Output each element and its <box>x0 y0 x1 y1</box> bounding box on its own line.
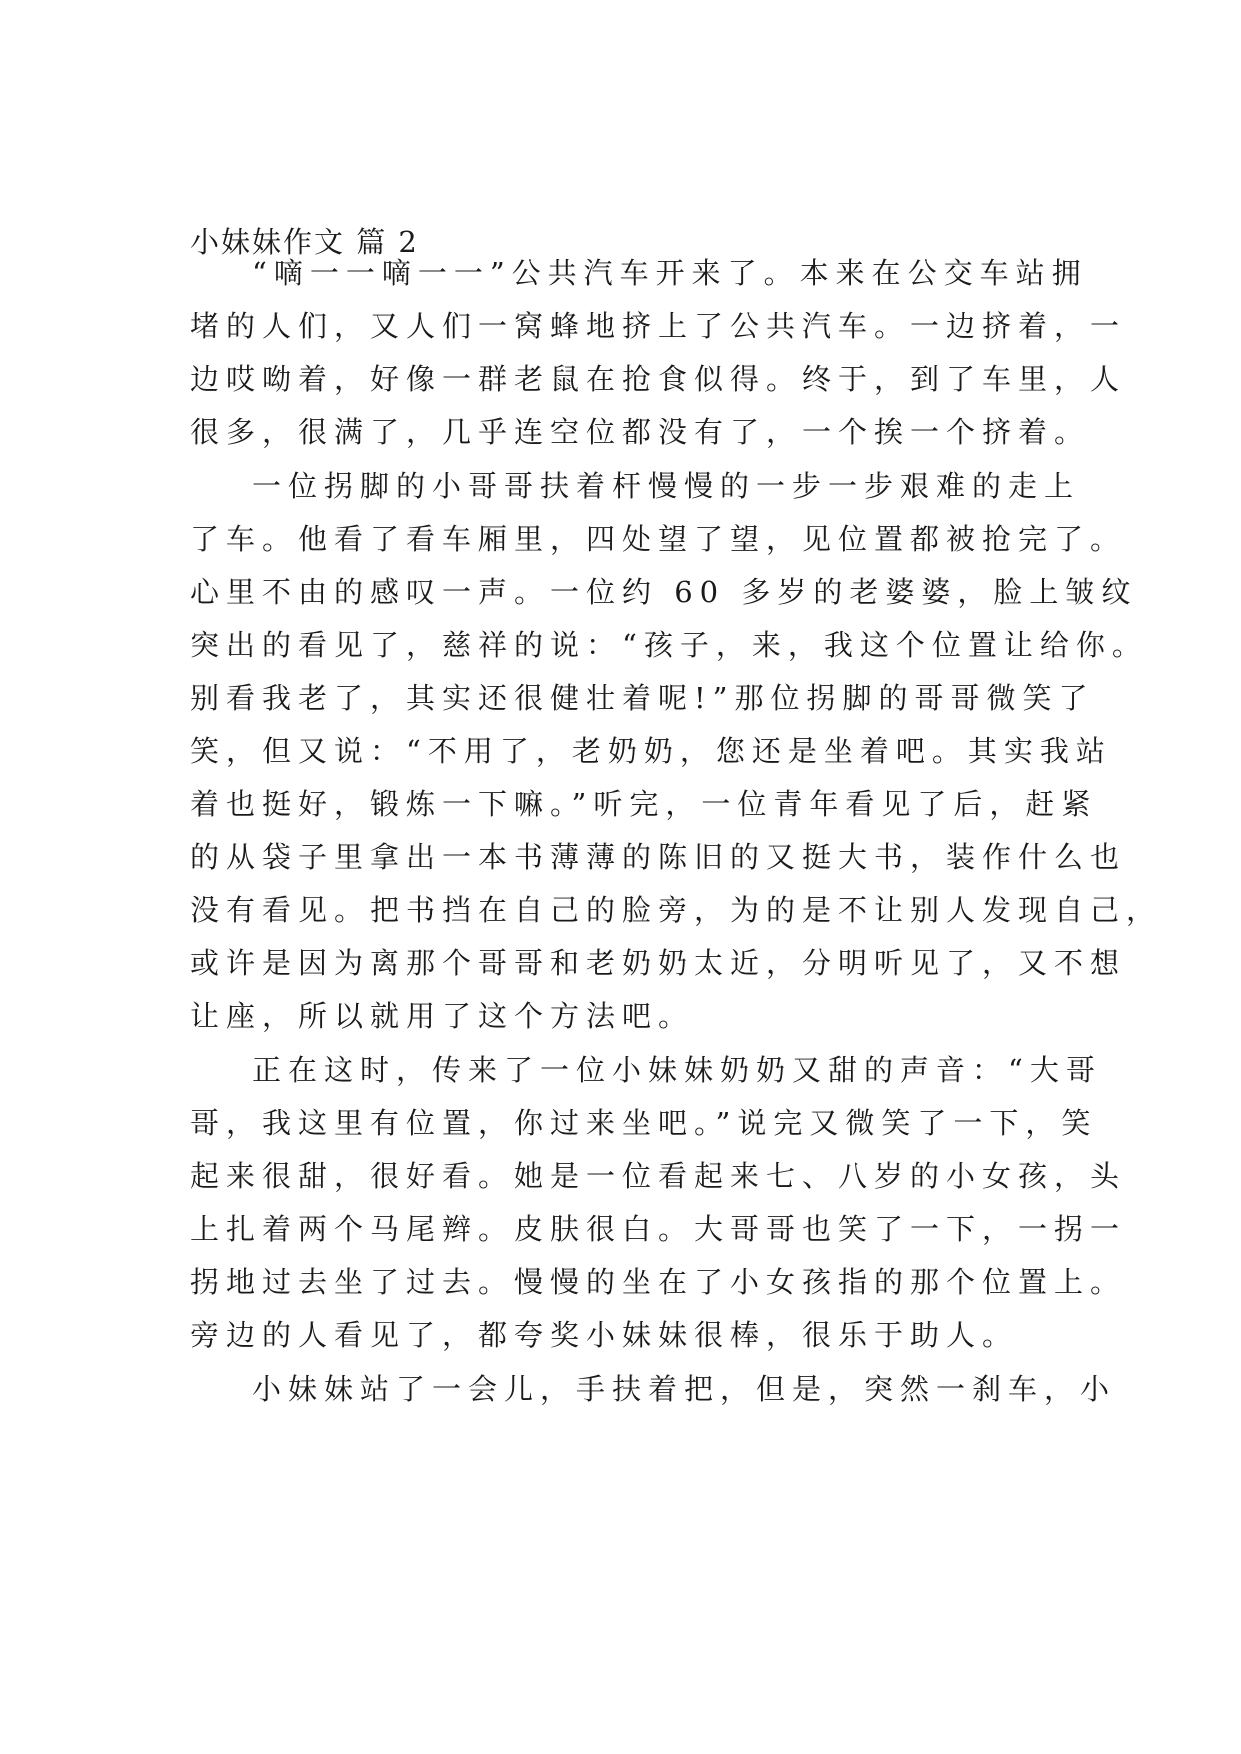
paragraph-3-line-1: 正在这时，传来了一位小妹妹奶奶又甜的声音：“大哥 <box>252 1053 1102 1087</box>
paragraph-2-line-6: 笑，但又说：“不用了，老奶奶，您还是坐着吧。其实我站 <box>190 734 1112 768</box>
paragraph-1-line-4: 很多，很满了，几乎连空位都没有了，一个挨一个挤着。 <box>190 415 1091 449</box>
paragraph-2-line-11: 让座，所以就用了这个方法吧。 <box>190 999 695 1033</box>
essay-title: 小妹妹作文 篇 2 <box>190 225 419 259</box>
paragraph-2-line-10: 或许是因为离那个哥哥和老奶奶太近，分明听见了，又不想 <box>190 946 1127 980</box>
paragraph-2-line-1: 一位拐脚的小哥哥扶着杆慢慢的一步一步艰难的走上 <box>252 469 1081 503</box>
paragraph-2-line-4: 突出的看见了，慈祥的说：“孩子，来，我这个位置让给你。 <box>190 628 1148 662</box>
paragraph-4-line-1: 小妹妹站了一会儿，手扶着把，但是，突然一刹车，小 <box>252 1372 1117 1406</box>
paragraph-2-line-9: 没有看见。把书挡在自己的脸旁，为的是不让别人发现自己， <box>190 893 1163 927</box>
paragraph-2-line-7: 着也挺好，锻炼一下嘛。”听完，一位青年看见了后，赶紧 <box>190 787 1098 821</box>
paragraph-1-line-3: 边哎呦着，好像一群老鼠在抢食似得。终于，到了车里，人 <box>190 362 1127 396</box>
paragraph-2-line-3: 心里不由的感叹一声。一位约 60 多岁的老婆婆，脸上皱纹 <box>190 575 1138 609</box>
paragraph-3-line-3: 起来很甜，很好看。她是一位看起来七、八岁的小女孩，头 <box>190 1159 1127 1193</box>
paragraph-2-line-5: 别看我老了，其实还很健壮着呢!”那位拐脚的哥哥微笑了 <box>190 681 1095 715</box>
paragraph-3-line-2: 哥，我这里有位置，你过来坐吧。”说完又微笑了一下，笑 <box>190 1106 1098 1140</box>
paragraph-3-line-4: 上扎着两个马尾辫。皮肤很白。大哥哥也笑了一下，一拐一 <box>190 1212 1127 1246</box>
paragraph-1-line-1: “嘀一一嘀一一”公共汽车开来了。本来在公交车站拥 <box>252 256 1088 290</box>
paragraph-2-line-2: 了车。他看了看车厢里，四处望了望，见位置都被抢完了。 <box>190 522 1127 556</box>
paragraph-2-line-8: 的从袋子里拿出一本书薄薄的陈旧的又挺大书，装作什么也 <box>190 840 1127 874</box>
paragraph-3-line-6: 旁边的人看见了，都夸奖小妹妹很棒，很乐于助人。 <box>190 1318 1019 1352</box>
paragraph-1-line-2: 堵的人们，又人们一窝蜂地挤上了公共汽车。一边挤着，一 <box>190 309 1127 343</box>
paragraph-3-line-5: 拐地过去坐了过去。慢慢的坐在了小女孩指的那个位置上。 <box>190 1265 1127 1299</box>
